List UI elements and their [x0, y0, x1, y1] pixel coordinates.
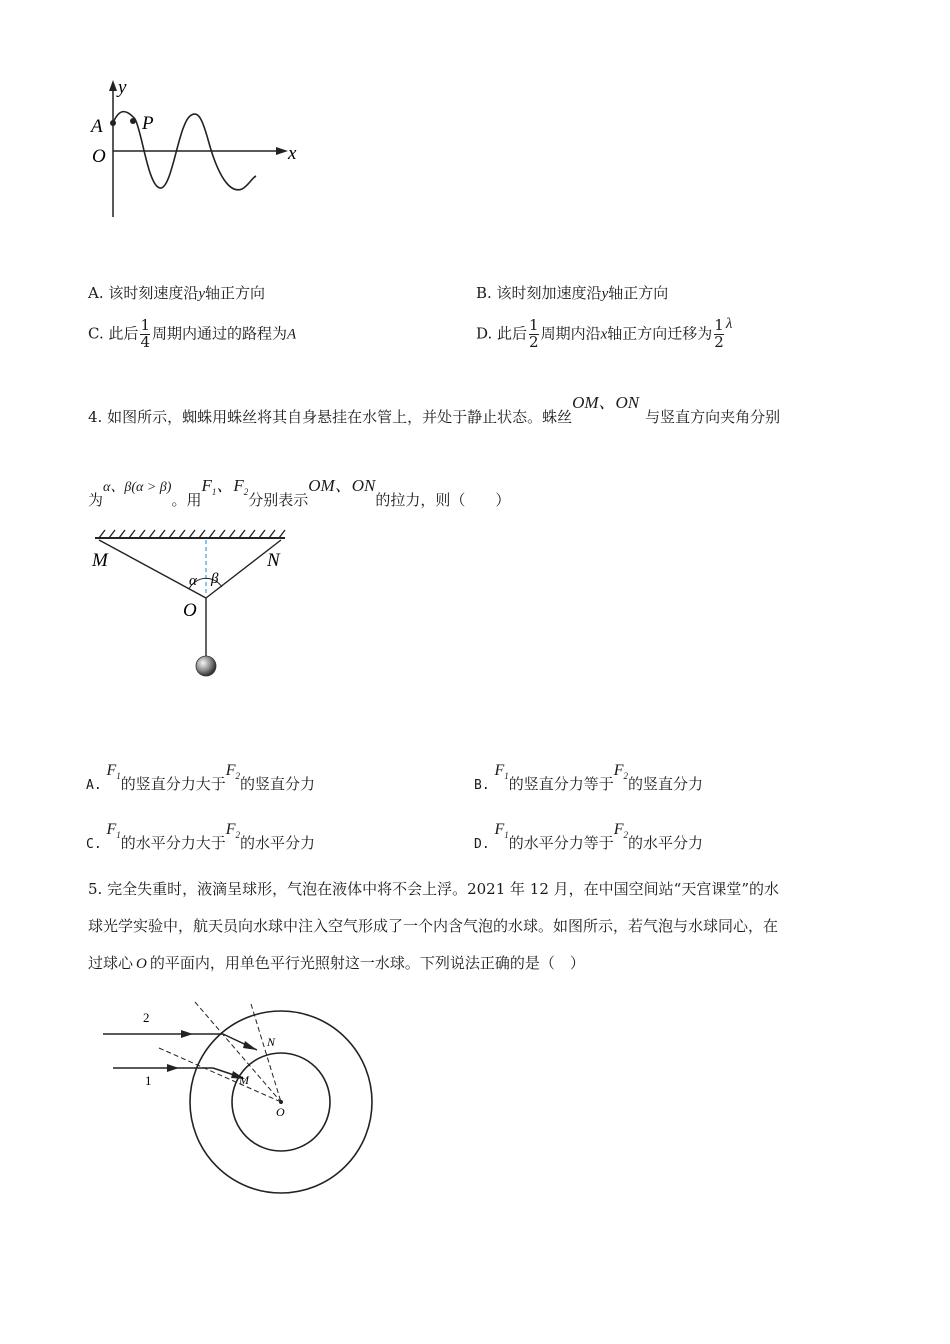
q5-line-1: 5. 完全失重时，液滴呈球形，气泡在液体中将不会上浮。2021 年 12 月，在中国空间站“天宫课堂”的水	[88, 880, 779, 898]
q4-option-d: D. $F_1$的水平分力等于$F_2$的水平分力	[474, 821, 704, 852]
label-o: O	[92, 146, 106, 167]
thread-om	[99, 540, 206, 598]
wave-figure	[80, 76, 310, 226]
fraction-half-lambda: $\frac{1}{2}$	[714, 316, 724, 351]
label-beta: β	[211, 571, 219, 587]
ray-2-arrow	[181, 1030, 193, 1038]
q5-line-2: 球光学实验中，航天员向水球中注入空气形成了一个内含气泡的水球。如图所示，若气泡与水球同心，在	[88, 917, 779, 935]
q3-option-d: D. 此后 $\frac{1}{2}$ 周期内沿x轴正方向迁移为 $\frac{1}{2}$ λ	[476, 316, 733, 351]
spider-ball	[196, 656, 216, 676]
pipe-hatching	[99, 530, 285, 538]
point-p-dot	[130, 118, 136, 124]
label-m: M	[92, 550, 108, 571]
q4-line-1: 4. 如图所示，蜘蛛用蛛丝将其自身悬挂在水管上，并处于静止状态。蛛丝OM、ON与竖直方向夹角分别	[88, 393, 781, 426]
point-a-dot	[110, 120, 116, 126]
label-o: O	[276, 1105, 285, 1119]
label-n: N	[267, 550, 280, 571]
label-m: M	[239, 1073, 249, 1087]
label-ray-1: 1	[145, 1073, 152, 1088]
q3-option-a: A. 该时刻速度沿y轴正方向	[88, 284, 266, 302]
ray-2-refracted-arrow	[243, 1041, 257, 1050]
q4-option-c: C. $F_1$的水平分力大于$F_2$的水平分力	[86, 821, 316, 852]
label-o: O	[183, 600, 197, 621]
spider-figure	[85, 528, 295, 688]
label-x: x	[288, 143, 297, 164]
label-y: y	[118, 77, 127, 98]
label-a: A	[91, 116, 103, 137]
q3-option-c: C. 此后 $\frac{1}{4}$ 周期内通过的路程为A	[88, 316, 297, 351]
q5-line-3: 过球心 O 的平面内，用单色平行光照射这一水球。下列说法正确的是（ ）	[88, 954, 585, 972]
x-axis-arrow	[276, 147, 288, 155]
ray-1-arrow	[167, 1064, 179, 1072]
y-axis-arrow	[109, 80, 117, 91]
q4-option-b: B. $F_1$的竖直分力等于$F_2$的竖直分力	[474, 762, 704, 793]
label-n: N	[267, 1035, 276, 1049]
label-alpha: α	[189, 573, 197, 589]
q4-line-2: 为α、β(α > β)。用$F_1$、$F_2$分别表示OM、ON的拉力，则（ ）	[88, 476, 511, 509]
label-p: P	[142, 113, 154, 134]
fraction-quarter: $\frac{1}{4}$	[140, 316, 151, 351]
normal-n	[195, 1002, 281, 1102]
label-ray-2: 2	[143, 1010, 150, 1025]
fraction-half: $\frac{1}{2}$	[529, 316, 539, 351]
q3-option-b: B. 该时刻加速度沿y轴正方向	[476, 284, 669, 302]
q4-option-a: A. $F_1$的竖直分力大于$F_2$的竖直分力	[86, 762, 316, 793]
water-ball-figure	[95, 998, 385, 1198]
